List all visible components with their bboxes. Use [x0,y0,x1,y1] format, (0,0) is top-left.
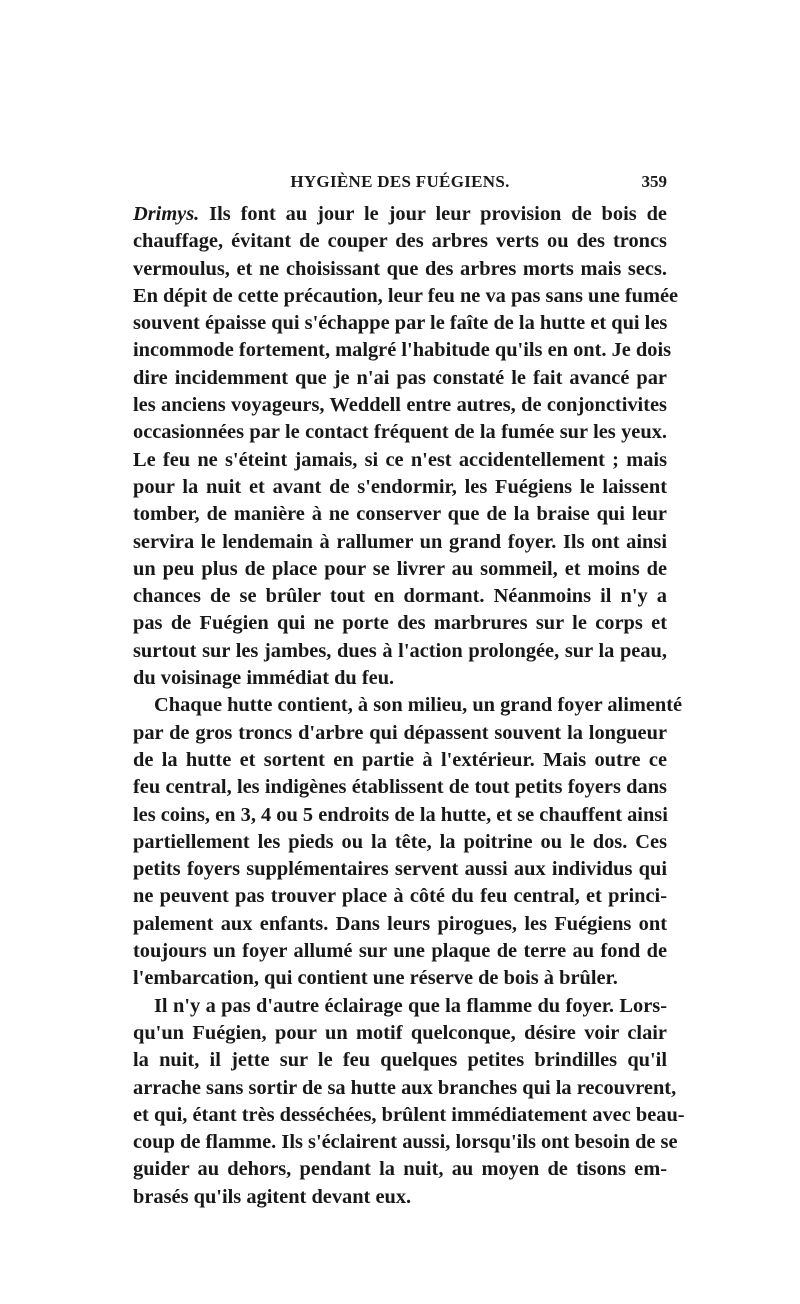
text-line: les coins, en 3, 4 ou 5 endroits de la hutte, et se chauffent ainsi [133,803,668,826]
page-number: 359 [641,172,667,191]
text-line: servira le lendemain à rallumer un grand foyer. Ils ont ainsi [133,530,667,553]
genus-name: Drimys. [133,203,200,225]
text-line: l'embarcation, qui contient une réserve de bois à brûler. [133,967,618,990]
text-line: chances de se brûler tout en dormant. Néanmoins il n'y a [133,585,667,608]
text-line: un peu plus de place pour se livrer au sommeil, et moins de [133,557,667,580]
text-line: coup de flamme. Ils s'éclairent aussi, lorsqu'ils ont besoin de se [133,1131,678,1154]
text-line: souvent épaisse qui s'échappe par le faîte de la hutte et qui les [133,312,668,335]
text-line: incommode fortement, malgré l'habitude qu'ils en ont. Je dois [133,339,672,362]
paragraph-2 [133,692,683,992]
text-line: pas de Fuégien qui ne porte des marbrures sur le corps et [133,612,667,635]
text-line: toujours un foyer allumé sur une plaque de terre au fond de [133,940,667,963]
body-text [133,201,685,1211]
text-line: ne peuvent pas trouver place à côté du feu central, et princi- [133,885,667,908]
text-line: chauffage, évitant de couper des arbres verts ou des troncs [133,230,667,253]
text-line: la nuit, il jette sur le feu quelques petites brindilles qu'il [133,1049,667,1072]
running-title: HYGIÈNE DES FUÉGIENS. [290,172,510,191]
text-line: du voisinage immédiat du feu. [133,667,395,690]
text-line: Chaque hutte contient, à son milieu, un grand foyer alimenté [154,694,683,717]
text-line: dire incidemment que je n'ai pas constaté le fait avancé par [133,366,667,389]
text-line: pour la nuit et avant de s'endormir, les Fuégiens le laissent [133,475,667,498]
text-line: feu central, les indigènes établissent de tout petits foyers dans [133,776,667,799]
text-line: et qui, étant très desséchées, brûlent immédiatement avec beau- [133,1103,685,1126]
text-line: arrache sans sortir de sa hutte aux branches qui la recouvrent, [133,1076,677,1099]
text-line: par de gros troncs d'arbre qui dépassent souvent la longueur [133,721,667,744]
text-line: tomber, de manière à ne conserver que de la braise qui leur [133,503,667,526]
text-line: En dépit de cette précaution, leur feu ne va pas sans une fumée [133,284,679,307]
text-line: partiellement les pieds ou la tête, la poitrine ou le dos. Ces [133,830,667,853]
text-line: brasés qu'ils agitent devant eux. [133,1185,412,1208]
running-head [133,172,667,202]
text-line: vermoulus, et ne choisissant que des arbres morts mais secs. [133,257,667,280]
text-line: de la hutte et sortent en partie à l'extérieur. Mais outre ce [133,748,667,771]
text-line: Drimys. Ils font au jour le jour leur provision de bois de [133,203,667,225]
text-line: occasionnées par le contact fréquent de la fumée sur les yeux. [133,421,667,444]
text-line: les anciens voyageurs, Weddell entre autres, de conjonctivites [133,394,667,417]
text-line: guider au dehors, pendant la nuit, au moyen de tisons em- [133,1158,667,1181]
text-line: Il n'y a pas d'autre éclairage que la flamme du foyer. Lors- [154,994,667,1017]
text-line: surtout sur les jambes, dues à l'action prolongée, sur la peau, [133,639,667,662]
text-line: Le feu ne s'éteint jamais, si ce n'est accidentellement ; mais [133,448,667,471]
text-line: petits foyers supplémentaires servent aussi aux individus qui [133,858,667,881]
text-line: palement aux enfants. Dans leurs pirogues, les Fuégiens ont [133,912,667,935]
paragraph-1 [133,201,679,692]
paragraph-3 [133,993,685,1211]
text-line: qu'un Fuégien, pour un motif quelconque, désire voir clair [133,1021,667,1044]
